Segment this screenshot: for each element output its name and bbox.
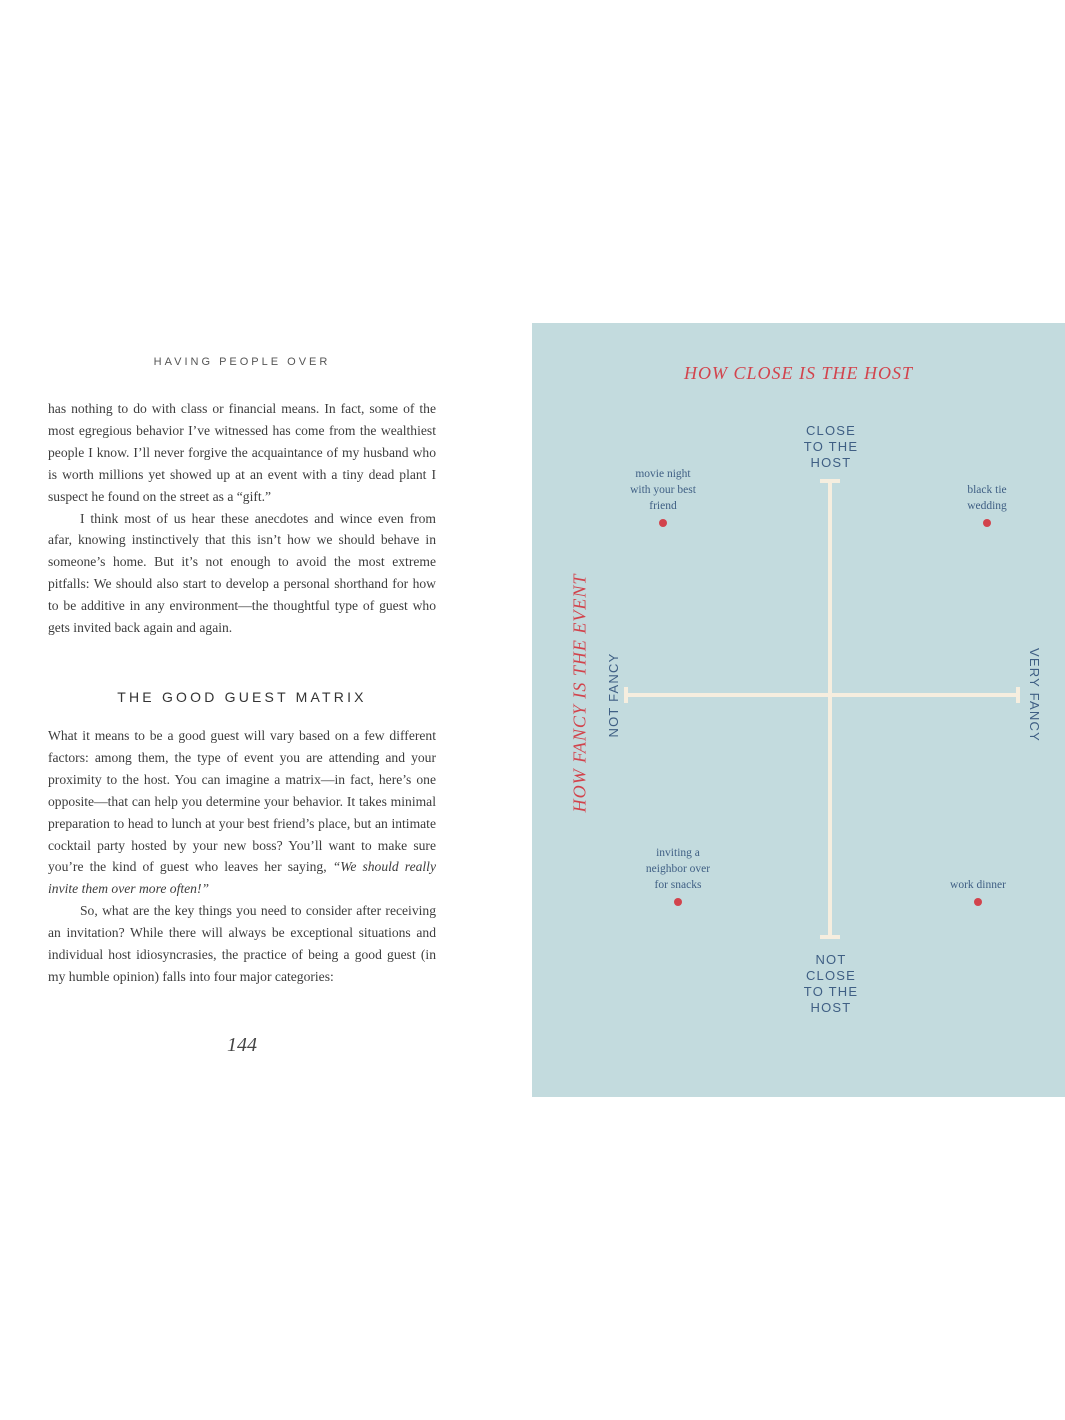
paragraph: So, what are the key things you need to consider after receiving an invitation? While there will always be exceptional situations and individual host idiosyncrasies, the practice of being a good guest (in my humble opinion) falls into four major categories: <box>48 903 436 984</box>
vertical-axis-cap-top <box>820 479 840 483</box>
axis-label-bottom <box>781 952 881 1016</box>
matrix-point-black-tie-wedding <box>932 482 1042 527</box>
matrix-point-movie-night <box>608 466 718 527</box>
vertical-axis <box>828 481 832 937</box>
horizontal-axis-cap-left <box>624 687 628 703</box>
vertical-axis-cap-bottom <box>820 935 840 939</box>
point-dot <box>983 519 991 527</box>
matrix-point-work-dinner <box>923 877 1033 906</box>
matrix-y-title: HOW FANCY IS THE EVENT <box>569 573 590 813</box>
axis-label-top <box>781 423 881 471</box>
paragraph-text: What it means to be a good guest will vary based on a few different factors: among them, the type of event you are attending and your proximity to the host. You can imagine a matrix—in fact, here’s one opposite—that can help you determine your behavior. It takes minimal preparation to head to lunch at your best friend’s place, but an intimate cocktail party hosted by your new boss? You’ll want to make sure you’re the kind of guest who leaves her saying, <box>48 728 436 875</box>
axis-label-line: TO THE <box>803 984 859 999</box>
point-label-line: wedding <box>967 500 1007 512</box>
point-label-line: black tie <box>967 484 1007 496</box>
axis-label-line: HOST <box>810 1000 852 1015</box>
horizontal-axis <box>626 693 1018 697</box>
matrix-x-title: HOW CLOSE IS THE HOST <box>683 363 913 383</box>
section-heading: THE GOOD GUEST MATRIX <box>117 689 367 705</box>
paragraph: I think most of us hear these anecdotes and wince even from afar, knowing instinctively that this isn’t how we should behave in someone’s home. But it’s not enough to avoid the most extreme pitfalls: We should also start to develop a personal shorthand for how to be additive in any environment—the thoughtful type of guest who gets invited back again and again. <box>48 510 436 636</box>
point-label-line: neighbor over <box>645 863 711 875</box>
point-label-line: inviting a <box>656 847 700 859</box>
axis-label-line: NOT <box>815 952 847 967</box>
page-number: 144 <box>227 1034 257 1056</box>
point-label-line: friend <box>649 500 677 512</box>
point-dot <box>674 898 682 906</box>
paragraph: has nothing to do with class or financial means. In fact, some of the most egregious behavior I’ve witnessed has come from the wealthiest people I know. I’ll never forgive the acquaintance of my husband who is worth millions yet showed up at an event with a tiny dead plant I suspect he found on the street as a “gift.” <box>48 401 436 504</box>
axis-label-line: CLOSE <box>805 968 857 983</box>
axis-label-line: HOST <box>810 455 852 470</box>
paragraph-quote: “We should really invite them over more often!” <box>48 859 436 897</box>
horizontal-axis-cap-right <box>1016 687 1020 703</box>
point-label-line: with your best <box>630 484 696 496</box>
body-text-top <box>48 398 436 639</box>
point-dot <box>659 519 667 527</box>
point-dot <box>974 898 982 906</box>
point-label-line: for snacks <box>654 879 702 891</box>
point-label-line: work dinner <box>950 879 1006 891</box>
running-head: HAVING PEOPLE OVER <box>153 356 331 368</box>
axis-label-left: NOT FANCY <box>606 652 621 738</box>
point-label-line: movie night <box>635 468 691 480</box>
axis-label-right: VERY FANCY <box>1027 648 1042 742</box>
paragraph <box>48 725 436 900</box>
body-text-bottom <box>48 725 436 988</box>
axis-label-line: CLOSE <box>805 423 857 438</box>
good-guest-matrix <box>532 323 1065 1097</box>
axis-label-line: TO THE <box>803 439 859 454</box>
matrix-point-neighbor-snacks <box>623 845 733 906</box>
